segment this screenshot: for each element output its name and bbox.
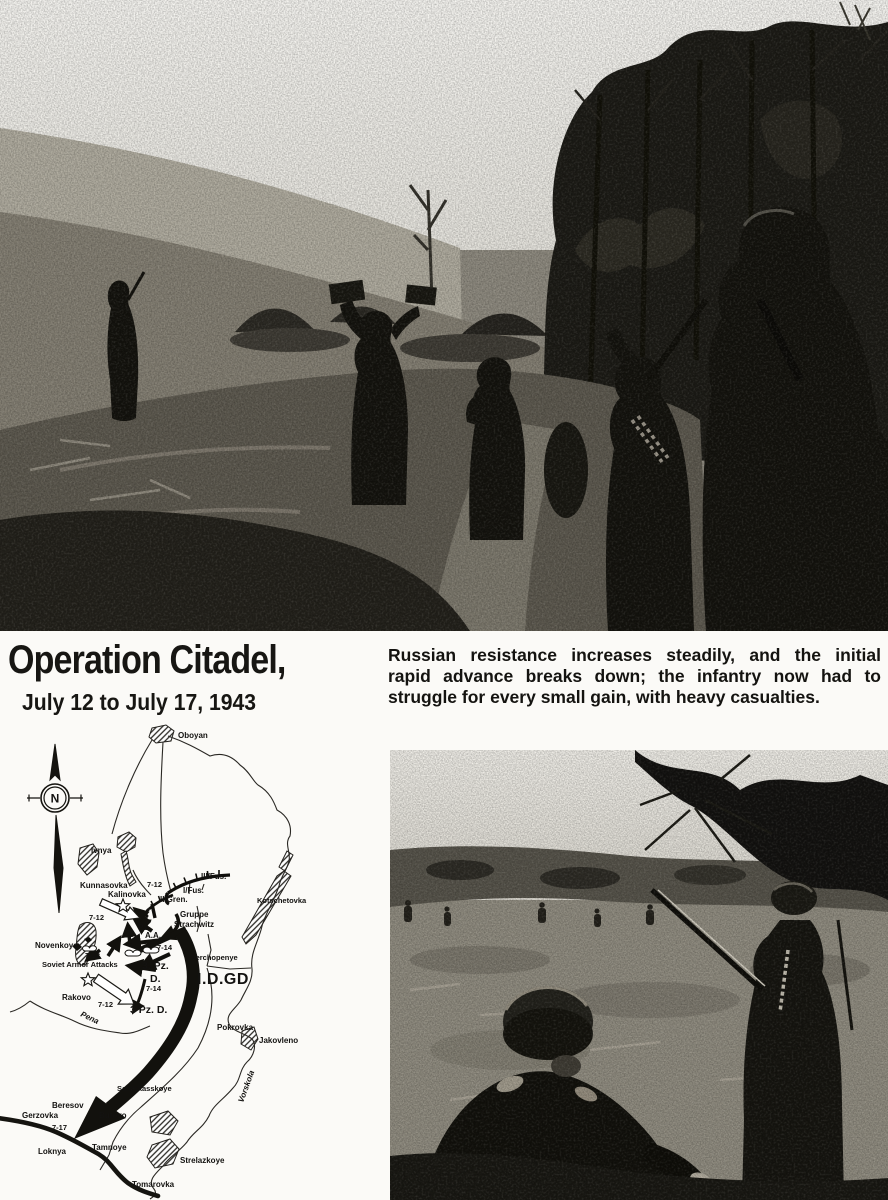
map-label-novenkoye: Novenkoye [35,941,78,950]
compass-rose [27,744,83,913]
map-label-scharkasskoye: Scharkasskoye [117,1084,172,1093]
map-unit-3pz-line2: D. [150,973,161,985]
map-label-kalinovka: Kalinovka [108,890,146,899]
title-block [8,638,383,716]
map-unit-3pz-line1: 3. Pz. [142,960,169,972]
map-date-7-14-b: 7-14 [146,984,162,993]
map-unit-ii-gren: II/Gren. [160,895,188,904]
map-label-beresov: Beresov [52,1101,84,1110]
map-label-verchopenye: Verchopenye [191,953,238,962]
map-label-tamnoye: Tamnoye [92,1143,127,1152]
map-annotation-soviet-armor: Soviet Armor Attacks [42,960,118,969]
map-label-butovo: Butovo [99,1111,127,1120]
caption-line-3: struggle for every small gain, with heavy casualties. [388,687,820,707]
map-unit-i-fus: I/Fus. [183,886,204,895]
map-unit-iii-fus: III/Fus. [201,872,227,881]
map-unit-pz: Pz. [138,923,150,932]
operations-map [0,718,400,1200]
map-date-7-12-d: 7-12 [98,1000,114,1009]
map-date-7-12-b: 7-12 [89,913,105,922]
map-label-oboyan: Oboyan [178,731,208,740]
map-label-kotschetovka: Kotschetovka [257,896,307,905]
map-date-7-14-a: 7-14 [157,943,173,952]
photo-bottom-art [390,750,888,1200]
map-unit-aa: A.A. [145,931,161,940]
map-label-jakovleno: Jakovleno [259,1036,299,1045]
map-label-pokrovka: Pokrovka [217,1023,254,1032]
map-label-gerzovka: Gerzovka [22,1111,59,1120]
caption-line-1: Russian resistance increases steadily, and the initial [388,645,881,665]
map-river-vorskola: Vorskola [236,1069,257,1104]
map-date-7-17: 7-17 [52,1123,68,1132]
map-label-loknya: Loknya [38,1147,67,1156]
map-label-ivnya: Ivnya [91,846,112,855]
map-date-7-12-c: 7-12 [85,951,101,960]
map-unit-gruppe: Gruppe [180,910,209,919]
caption-line-2: rapid advance breaks down; the infantry now had to [388,666,881,686]
map-unit-3pz-bottom: 3 Pz. D. [130,1004,168,1016]
map-label-kunnasovka: Kunnasovka [80,881,128,890]
caption [388,645,881,708]
map-river-pena: Pena [79,1009,101,1026]
photo-infantry-advance [390,750,888,1200]
map-art [0,718,400,1200]
map-unit-strachwitz: Strachwitz [174,920,215,929]
map-label-tomarovka: Tomarovka [132,1180,175,1189]
page-subtitle: July 12 to July 17, 1943 [22,689,257,715]
map-date-7-12-a: 7-12 [147,880,163,889]
map-label-rakovo: Rakovo [62,993,91,1002]
map-unit-idgd: I.D.GD [197,971,249,988]
compass-north-label: N [50,791,60,806]
map-label-strelazkoye: Strelazkoye [180,1156,225,1165]
page-title: Operation Citadel, [8,638,286,682]
